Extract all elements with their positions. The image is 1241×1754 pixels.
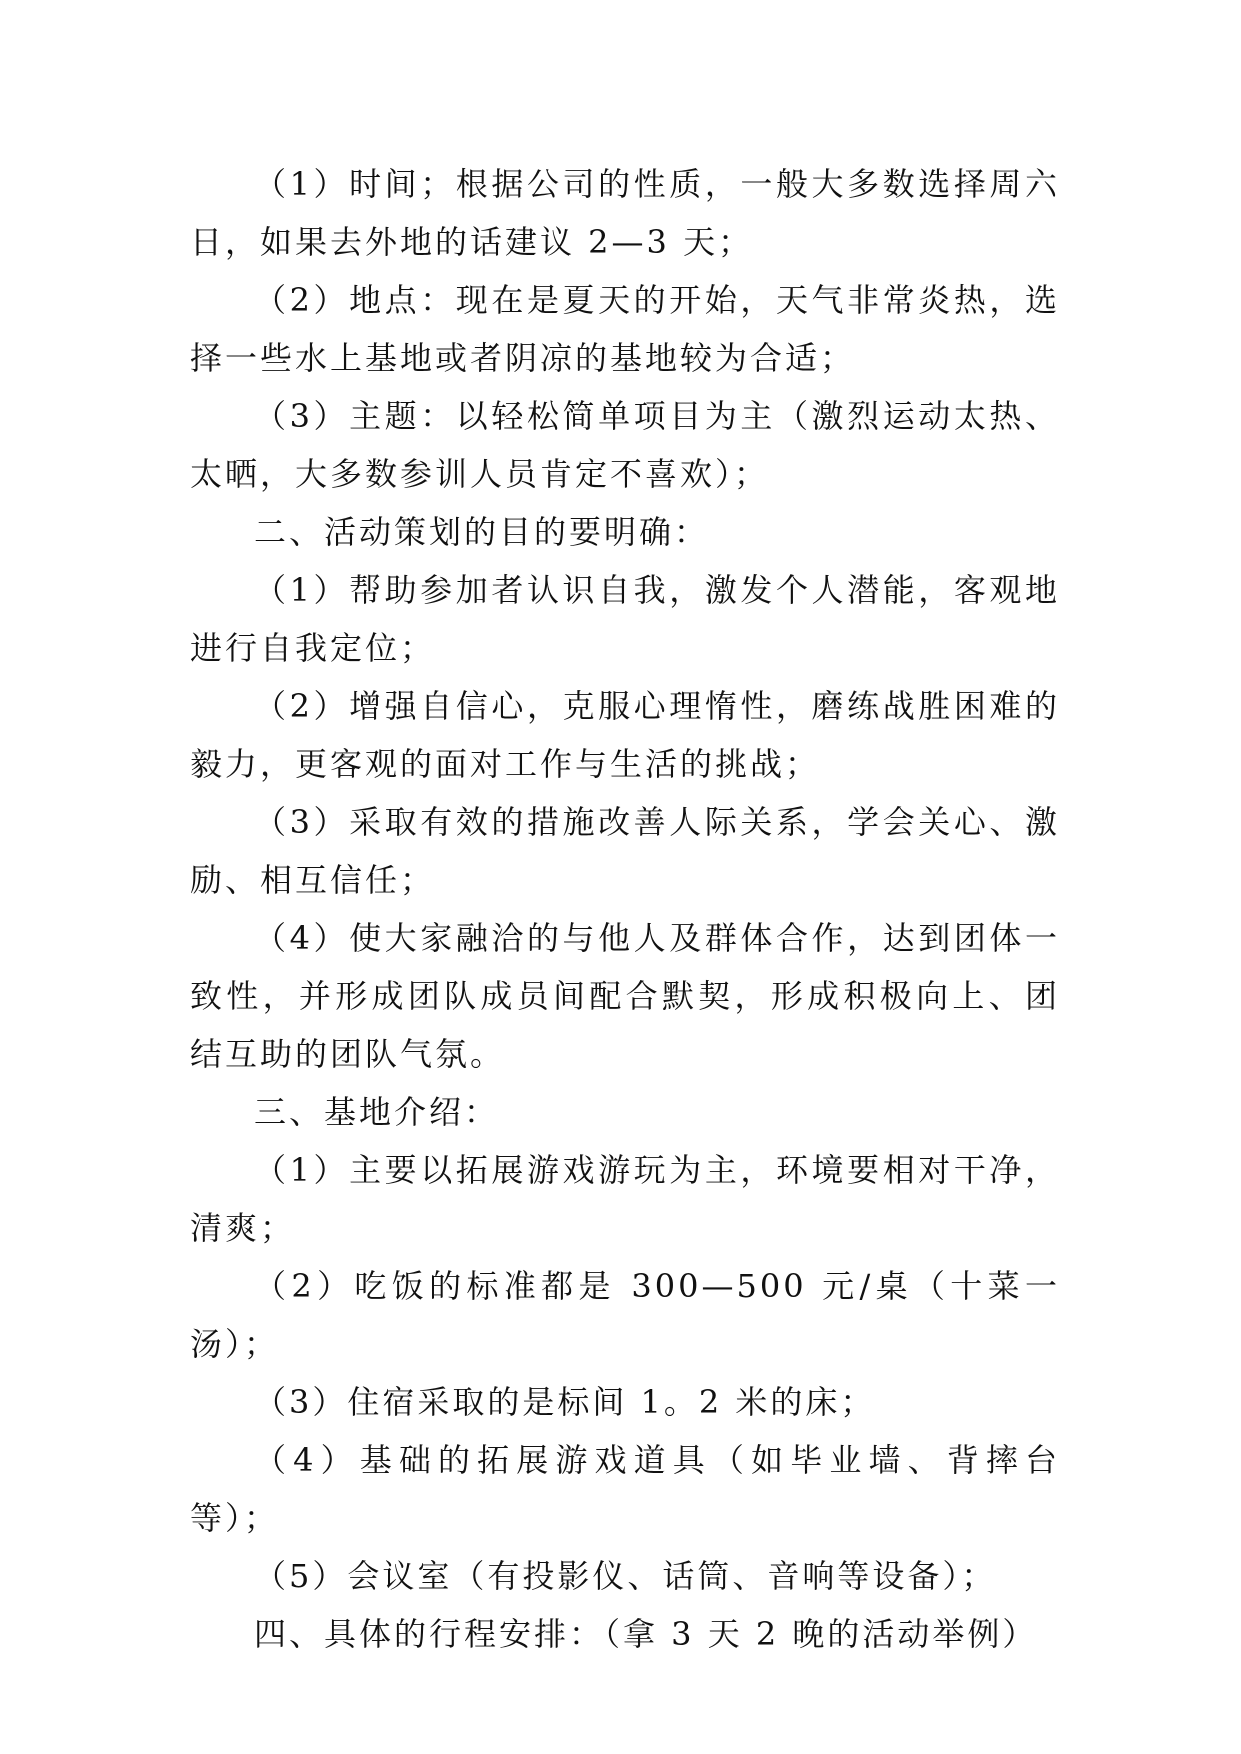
paragraph-purpose-2: （2）增强自信心，克服心理惰性，磨练战胜困难的毅力，更客观的面对工作与生活的挑战； [190,687,1060,783]
paragraph-base-1: （1）主要以拓展游戏游玩为主，环境要相对干净，清爽； [190,1151,1060,1247]
paragraph-theme: （3）主题：以轻松简单项目为主（激烈运动太热、太晒，大多数参训人员肯定不喜欢）； [190,397,1060,493]
paragraph-base-3: （3）住宿采取的是标间 1。2 米的床； [254,1383,876,1421]
paragraph-purpose-1: （1）帮助参加者认识自我，激发个人潜能，客观地进行自我定位； [190,571,1060,667]
section-heading-schedule: 四、具体的行程安排：（拿 3 天 2 晚的活动举例） [254,1615,1038,1653]
paragraph-base-2: （2）吃饭的标准都是 300—500 元/桌（十菜一汤）； [190,1267,1060,1363]
paragraph-location: （2）地点：现在是夏天的开始，天气非常炎热，选择一些水上基地或者阴凉的基地较为合适； [190,281,1060,377]
paragraph-purpose-3: （3）采取有效的措施改善人际关系，学会关心、激励、相互信任； [190,803,1060,899]
paragraph-time: （1）时间；根据公司的性质，一般大多数选择周六日，如果去外地的话建议 2—3 天； [190,165,1060,261]
section-heading-purpose: 二、活动策划的目的要明确： [254,513,710,551]
paragraph-purpose-4: （4）使大家融洽的与他人及群体合作，达到团体一致性，并形成团队成员间配合默契，形成积极向上、团结互助的团队气氛。 [190,919,1060,1073]
document-body [190,155,1060,1663]
paragraph-base-4: （4）基础的拓展游戏道具（如毕业墙、背摔台等）； [190,1441,1060,1537]
paragraph-base-5: （5）会议室（有投影仪、话筒、音响等设备）； [254,1557,997,1595]
section-heading-base: 三、基地介绍： [254,1093,500,1131]
